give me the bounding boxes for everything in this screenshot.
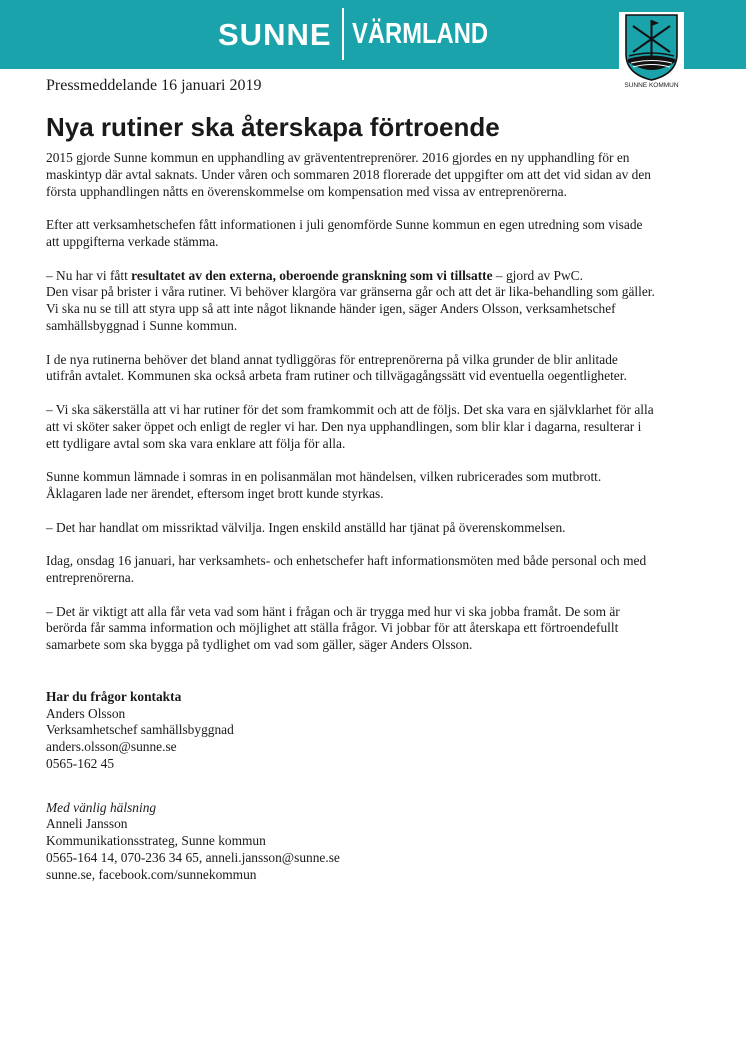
coat-of-arms-icon bbox=[619, 12, 684, 82]
spacer bbox=[46, 671, 656, 689]
brand-wordmark bbox=[218, 8, 517, 60]
contact-block bbox=[46, 689, 656, 773]
paragraph-new-routines: I de nya rutinerna behöver det bland annat tydliggöras för entreprenörerna på vilka grunder de blir anlitade utifrån avtalet. Kommunen ska också arbeta fram rutiner och tillvägagångssätt vid eventuella oegentligheter. bbox=[46, 351, 627, 384]
contact-title: Verksamhetschef samhällsbyggnad bbox=[46, 722, 234, 738]
paragraph-police-report: Sunne kommun lämnade i somras in en polisanmälan mot händelsen, vilken rubricerades som mutbrott. Åklagaren lade ner ärendet, eftersom inget brott kunde styrkas. bbox=[46, 469, 602, 501]
signoff-greeting: Med vänlig hälsning bbox=[46, 799, 157, 815]
brand-sunne: SUNNE bbox=[218, 16, 332, 52]
quote-pwc-suffix: – gjord av PwC. bbox=[492, 267, 583, 283]
contact-name: Anders Olsson bbox=[46, 705, 126, 721]
quote-pwc-bold: resultatet av den externa, oberoende granskning som vi tillsatte bbox=[131, 267, 493, 283]
page-title: Nya rutiner ska återskapa förtroende bbox=[46, 112, 500, 142]
coat-of-arms-logo bbox=[619, 12, 684, 92]
signoff-contact-details[interactable]: 0565-164 14, 070-236 34 65, anneli.jansson@sunne.se bbox=[46, 850, 340, 866]
paragraph-quote-pwc bbox=[46, 268, 656, 335]
quote-pwc-prefix: – Nu har vi fått bbox=[46, 267, 132, 283]
contact-email-link[interactable]: anders.olsson@sunne.se bbox=[46, 739, 177, 755]
article-body bbox=[46, 150, 656, 884]
paragraph-quote-routines: – Vi ska säkerställa att vi har rutiner för det som framkommit och att de följs. Det ska vara en självklarhet för alla att vi sköter saker öppet och enligt de regler vi har. Den nya upphandlingen, som blir klar i dagarna, resulterar i ett tydligare avtal som ska vara enklare att följa för alla. bbox=[46, 401, 654, 451]
paragraph-investigation: Efter att verksamhetschefen fått informationen i juli genomförde Sunne kommun en egen utredning som visade att uppgifterna verkade stämma. bbox=[46, 217, 643, 249]
quote-pwc-rest: Den visar på brister i våra rutiner. Vi behöver klargöra var gränserna går och att det är lika-behandling som gäller. Vi ska nu se till att styra upp så att inte något liknande händer igen, säger Anders Olsson, verksamhetschef samhällsbyggnad i Sunne kommun. bbox=[46, 284, 655, 333]
paragraph-quote-trust: – Det är viktigt att alla får veta vad som hänt i frågan och är trygga med hur vi ska jobba framåt. De som är berörda får samma information och möjlighet att ställa frågor. Vi jobbar för att återskapa ett förtroendefullt samarbete som ska bygga på tydlighet om vad som gäller, säger Anders Olsson. bbox=[46, 603, 620, 653]
paragraph-intro: 2015 gjorde Sunne kommun en upphandling av grävententreprenörer. 2016 gjordes en ny upphandling för en maskintyp där avtal saknats. Under våren och sommaren 2018 florerade det uppgifter om att det vid sidan av den första upphandlingen nåtts en överenskommelse om kompensation med vissa av entreprenörerna. bbox=[46, 150, 651, 199]
press-release-dateline: Pressmeddelande 16 januari 2019 bbox=[46, 77, 262, 94]
paragraph-quote-goodwill: – Det har handlat om missriktad välvilja. Ingen enskild anställd har tjänat på överenskommelsen. bbox=[46, 519, 566, 535]
paragraph-meetings: Idag, onsdag 16 januari, har verksamhets- och enhetschefer haft informationsmöten med både personal och med entreprenörerna. bbox=[46, 553, 647, 585]
logo-caption: SUNNE KOMMUN bbox=[624, 82, 679, 89]
spacer bbox=[46, 773, 656, 800]
contact-heading: Har du frågor kontakta bbox=[46, 688, 182, 704]
contact-phone: 0565-162 45 bbox=[46, 755, 115, 771]
signoff-title: Kommunikationsstrateg, Sunne kommun bbox=[46, 833, 266, 849]
brand-varmland: VÄRMLAND bbox=[351, 17, 488, 50]
brand-divider bbox=[342, 8, 344, 60]
quote-pwc-line bbox=[46, 268, 656, 285]
signoff-block bbox=[46, 800, 656, 884]
signoff-name: Anneli Jansson bbox=[46, 816, 128, 832]
signoff-web-links[interactable]: sunne.se, facebook.com/sunnekommun bbox=[46, 866, 257, 882]
